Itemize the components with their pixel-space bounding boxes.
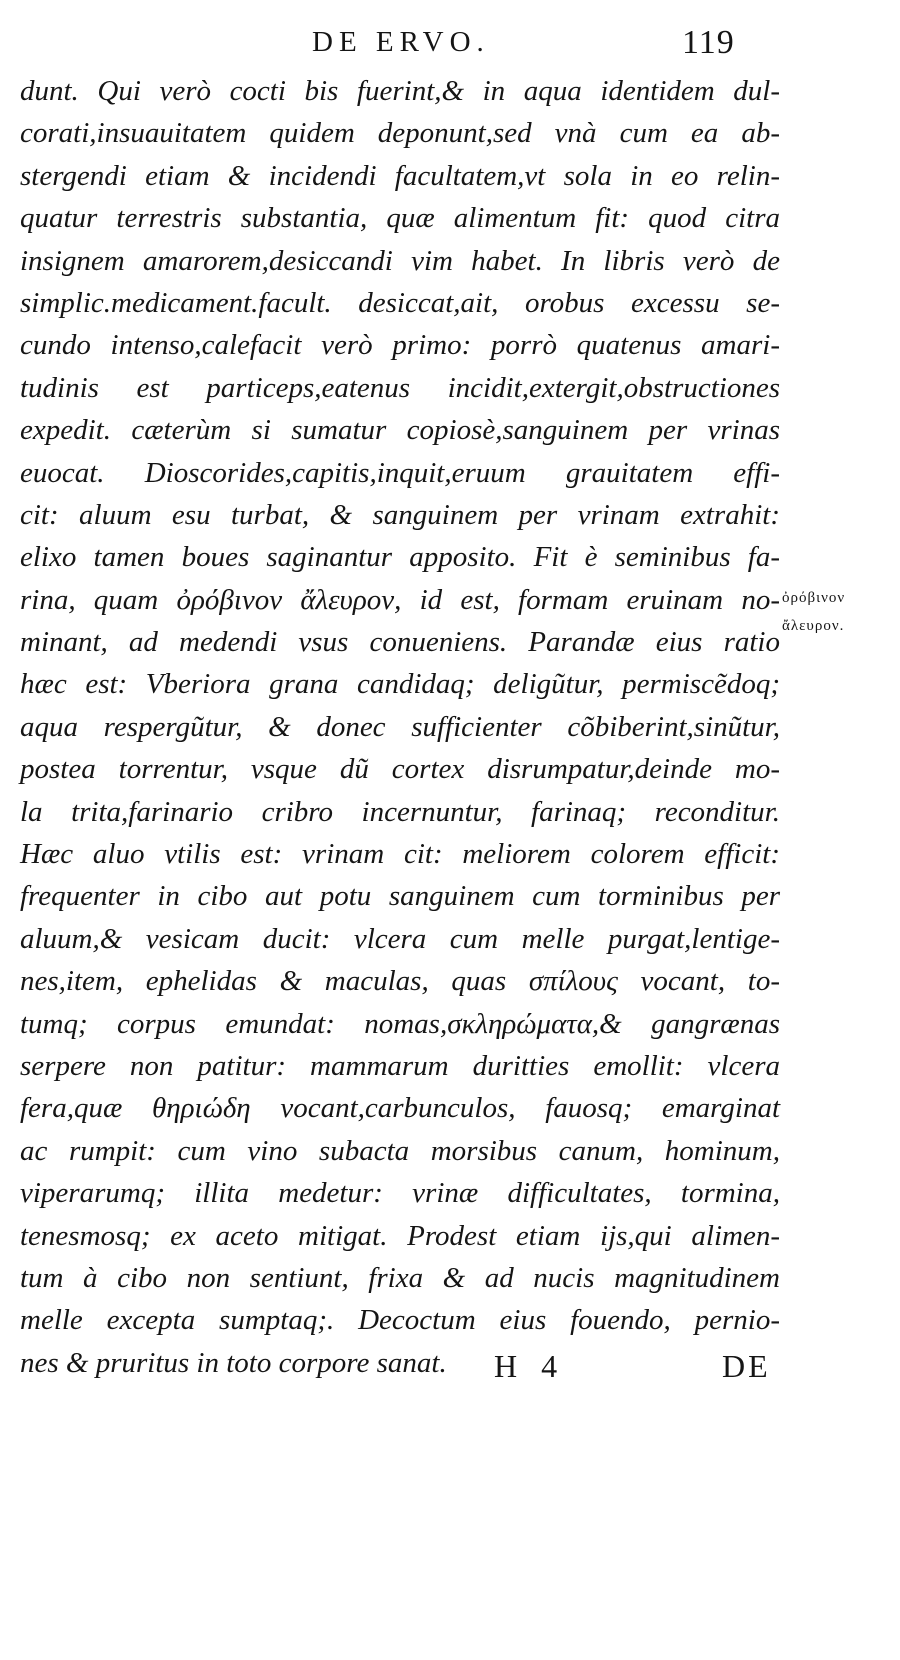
text-line: tum à cibo non sentiunt, frixa & ad nucis magnitudinem [20,1261,780,1294]
text-line: frequenter in cibo aut potu sanguinem cum torminibus per [20,880,780,913]
signature-mark: H 4 [494,1348,566,1384]
text-line: tenesmosq; ex aceto mitigat. Prodest etiam ijs,qui alimen- [20,1219,780,1252]
text-line: fera,quæ θηριώδη vocant,carbunculos, fauosq; emarginat [20,1092,780,1125]
marginal-note-line: ὀρόβινον [782,590,846,606]
body-text [20,70,780,1384]
text-line: quatur terrestris substantia, quæ alimentum fit: quod citra [20,202,780,235]
text-line: tudinis est particeps,eatenus incidit,extergit,obstructiones [20,371,780,404]
text-line: la trita,farinario cribro incernuntur, farinaq; reconditur. [20,795,780,828]
text-line: viperarumq; illita medetur: vrinæ difficultates, tormina, [20,1177,780,1210]
text-line: postea torrentur, vsque dũ cortex disrumpatur,deinde mo- [20,753,780,786]
text-line: aluum,& vesicam ducit: vlcera cum melle purgat,lentige- [20,922,780,955]
text-line: Hæc aluo vtilis est: vrinam cit: meliorem colorem efficit: [20,838,780,871]
page-number: 119 [682,24,735,61]
text-line: elixo tamen boues saginantur apposito. Fit è seminibus fa- [20,541,780,574]
running-head [0,24,900,64]
text-line: cit: aluum esu turbat, & sanguinem per vrinam extrahit: [20,498,780,531]
marginal-note-line: ἄλευρον. [782,618,845,634]
running-title: DE ERVO. [312,26,490,58]
catchword: DE [722,1348,771,1384]
marginal-note [782,584,892,640]
text-line: expedit. cæterùm si sumatur copiosè,sanguinem per vrinas [20,414,780,447]
text-line: hæc est: Vberiora grana candidaq; deligũtur, permiscẽdoq; [20,668,780,701]
text-line: dunt. Qui verò cocti bis fuerint,& in aqua identidem dul- [20,75,780,107]
text-line: minant, ad medendi vsus conueniens. Parandæ eius ratio [20,626,780,659]
text-line: corati,insuauitatem quidem deponunt,sed vnà cum ea ab- [20,117,780,150]
text-line: insignem amarorem,desiccandi vim habet. In libris verò de [20,244,780,277]
text-line: aqua respergũtur, & donec sufficienter cõbiberint,sinũtur, [20,710,780,743]
text-line: rina, quam ὀρόβινον ἄλευρον, id est, formam eruinam no- [20,583,780,616]
text-line: euocat. Dioscorides,capitis,inquit,eruum grauitatem effi- [20,456,780,489]
text-line: nes & pruritus in toto corpore sanat. [20,1346,447,1379]
text-line: melle excepta sumptaq;. Decoctum eius fouendo, pernio- [20,1304,780,1337]
text-line: tumq; corpus emundat: nomas,σκληρώματα,& gangrænas [20,1007,780,1040]
text-line: simplic.medicament.facult. desiccat,ait, orobus excessu se- [20,286,780,319]
text-line: stergendi etiam & incidendi facultatem,vt sola in eo relin- [20,159,780,192]
text-line: nes,item, ephelidas & maculas, quas σπίλους vocant, to- [20,965,780,998]
text-line: serpere non patitur: mammarum duritties emollit: vlcera [20,1049,780,1082]
text-line: ac rumpit: cum vino subacta morsibus canum, hominum, [20,1134,780,1167]
text-line: cundo intenso,calefacit verò primo: porrò quatenus amari- [20,329,780,362]
